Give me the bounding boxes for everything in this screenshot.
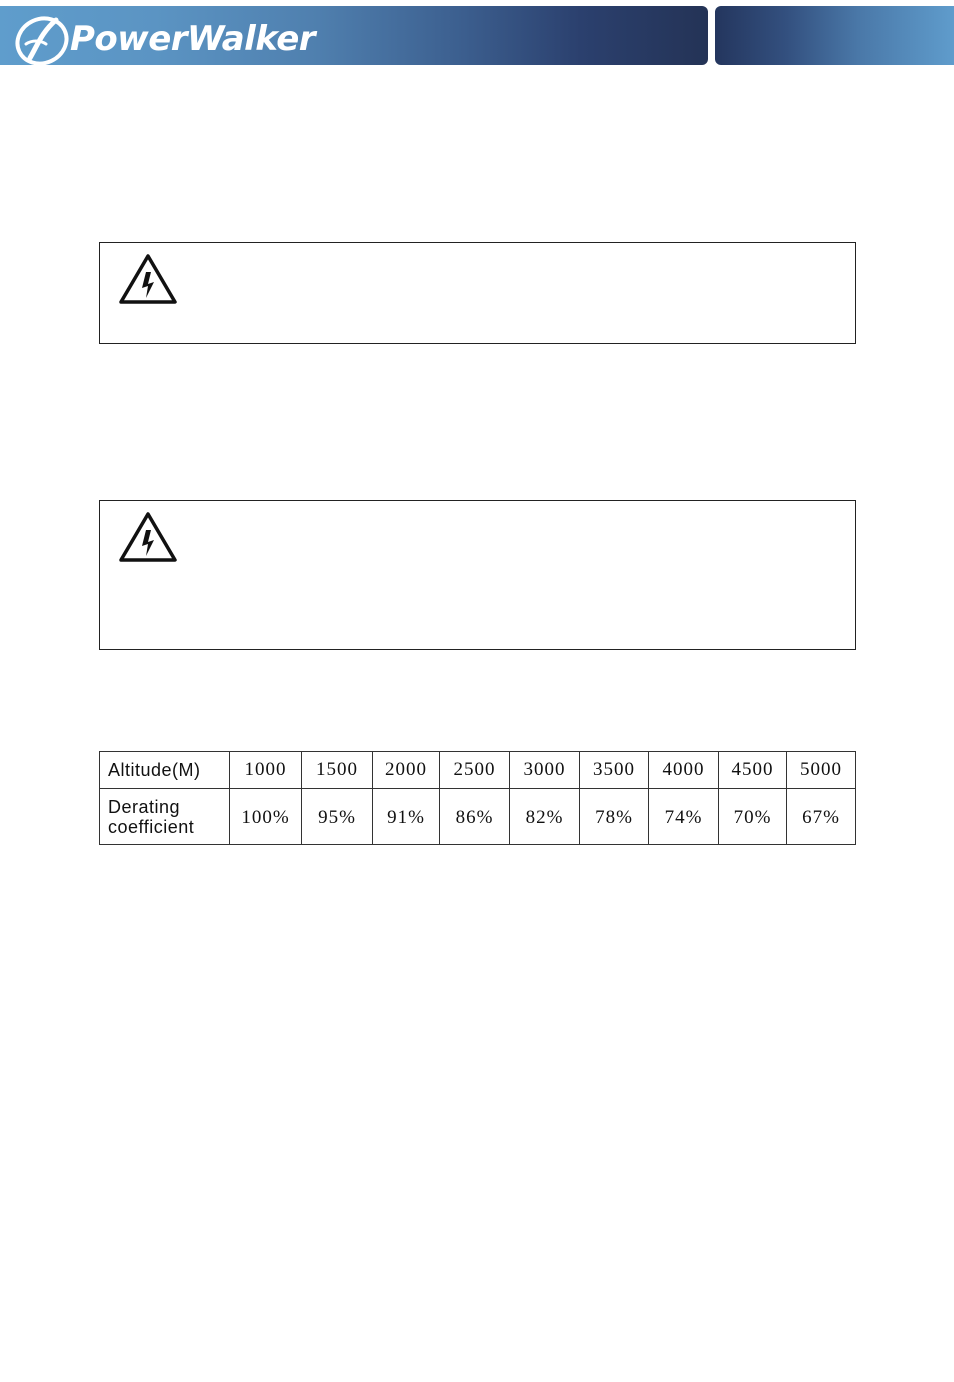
altitude-derating-table [99, 751, 856, 845]
altitude-cell: 1500 [302, 752, 373, 789]
header-banner-right [715, 6, 954, 65]
high-voltage-warning-icon [117, 510, 179, 564]
altitude-cell: 5000 [787, 752, 856, 789]
coefficient-label-line2: coefficient [108, 816, 195, 837]
coefficient-cell: 67% [787, 789, 856, 845]
brand-name: PowerWalker [70, 19, 316, 59]
altitude-cell: 3000 [510, 752, 580, 789]
coefficient-cell: 86% [440, 789, 510, 845]
coefficient-cell: 91% [373, 789, 440, 845]
high-voltage-warning-icon [117, 252, 179, 306]
header-banner [0, 6, 708, 65]
coefficient-header-cell [100, 789, 230, 845]
table-row-altitude [100, 752, 856, 789]
warning-box [99, 500, 856, 650]
coefficient-cell: 78% [580, 789, 649, 845]
table-row-coefficient [100, 789, 856, 845]
altitude-cell: 1000 [230, 752, 302, 789]
coefficient-cell: 82% [510, 789, 580, 845]
coefficient-cell: 70% [719, 789, 787, 845]
coefficient-cell: 74% [649, 789, 719, 845]
altitude-cell: 4000 [649, 752, 719, 789]
altitude-cell: 2000 [373, 752, 440, 789]
altitude-header-cell: Altitude(M) [100, 752, 230, 789]
altitude-cell: 4500 [719, 752, 787, 789]
altitude-cell: 2500 [440, 752, 510, 789]
altitude-cell: 3500 [580, 752, 649, 789]
coefficient-cell: 95% [302, 789, 373, 845]
warning-box [99, 242, 856, 344]
coefficient-cell: 100% [230, 789, 302, 845]
coefficient-label-line1: Derating [108, 796, 181, 817]
powerwalker-swoosh-icon [12, 14, 72, 66]
